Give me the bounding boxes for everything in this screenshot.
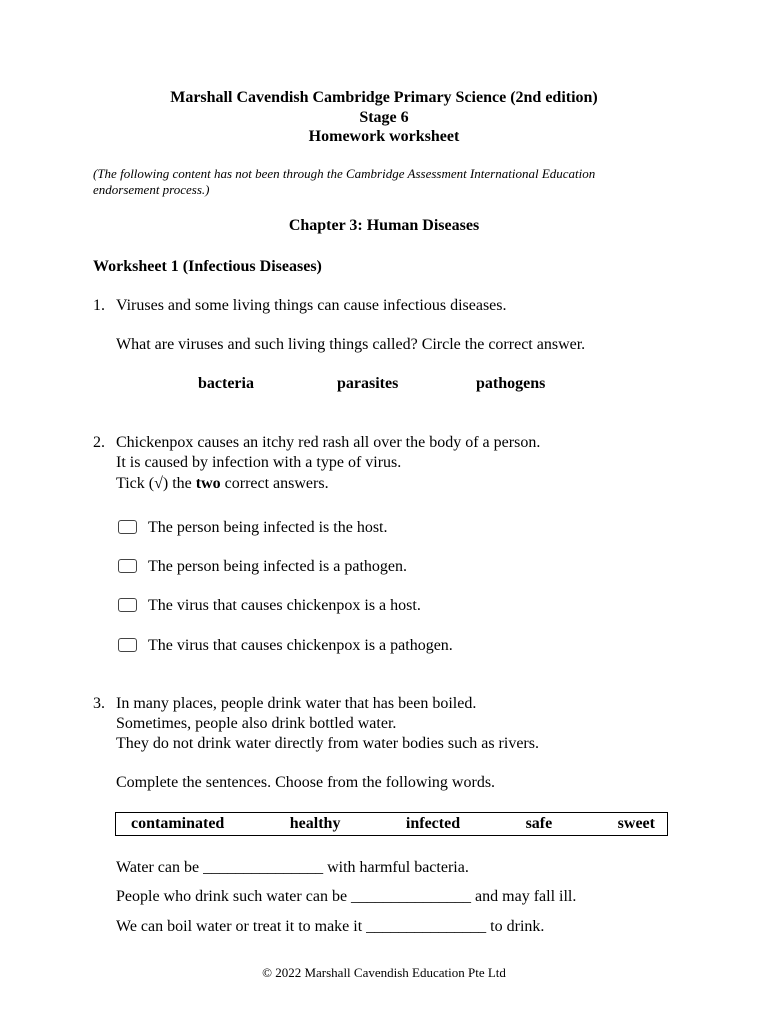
q1-text: Viruses and some living things can cause infectious diseases. [116, 297, 507, 314]
q2-option-label: The person being infected is a pathogen. [148, 558, 408, 575]
word-bank [115, 812, 668, 836]
q3-number: 3. [93, 695, 105, 712]
q2-option-label: The person being infected is the host. [148, 519, 388, 536]
q1-number: 1. [93, 297, 105, 314]
q2-option-label: The virus that causes chickenpox is a host. [148, 597, 421, 614]
q2-option-label: The virus that causes chickenpox is a pathogen. [148, 637, 453, 654]
q3-line: In many places, people drink water that has been boiled. [116, 695, 477, 712]
endorsement-note: (The following content has not been through the Cambridge Assessment International Education endorsement process.) [93, 166, 596, 197]
word-bank-word: sweet [617, 815, 655, 832]
fill-in-sentence[interactable]: Water can be _______________ with harmful bacteria. [116, 859, 469, 876]
worksheet-heading: Worksheet 1 (Infectious Diseases) [93, 258, 322, 275]
q2-line: It is caused by infection with a type of virus. [116, 454, 402, 471]
q3-line: Sometimes, people also drink bottled water. [116, 715, 397, 732]
worksheet-type: Homework worksheet [308, 128, 460, 145]
checkbox[interactable] [118, 520, 137, 534]
q3-line: They do not drink water directly from water bodies such as rivers. [116, 735, 539, 752]
checkbox[interactable] [118, 638, 137, 652]
word-bank-word: safe [525, 815, 553, 832]
q2-instruction: Tick (√) the two correct answers. [116, 475, 329, 492]
q2-line: Chickenpox causes an itchy red rash all over the body of a person. [116, 434, 541, 451]
document-title: Marshall Cavendish Cambridge Primary Science (2nd edition) [170, 89, 598, 106]
q1-option[interactable]: pathogens [476, 375, 546, 392]
fill-in-sentence[interactable]: People who drink such water can be _______________ and may fall ill. [116, 888, 577, 905]
stage-label: Stage 6 [359, 109, 409, 126]
checkbox[interactable] [118, 559, 137, 573]
q1-prompt: What are viruses and such living things called? Circle the correct answer. [116, 336, 586, 353]
copyright-footer: © 2022 Marshall Cavendish Education Pte Ltd [262, 965, 506, 980]
word-bank-word: infected [405, 815, 461, 832]
fill-in-sentence[interactable]: We can boil water or treat it to make it _______________ to drink. [116, 918, 545, 935]
chapter-heading: Chapter 3: Human Diseases [288, 217, 480, 234]
q2-number: 2. [93, 434, 105, 451]
q1-option[interactable]: bacteria [198, 375, 254, 392]
word-bank-word: contaminated [131, 815, 225, 832]
q1-option[interactable]: parasites [337, 375, 399, 392]
checkbox[interactable] [118, 598, 137, 612]
word-bank-word: healthy [289, 815, 341, 832]
q3-prompt: Complete the sentences. Choose from the following words. [116, 774, 496, 791]
